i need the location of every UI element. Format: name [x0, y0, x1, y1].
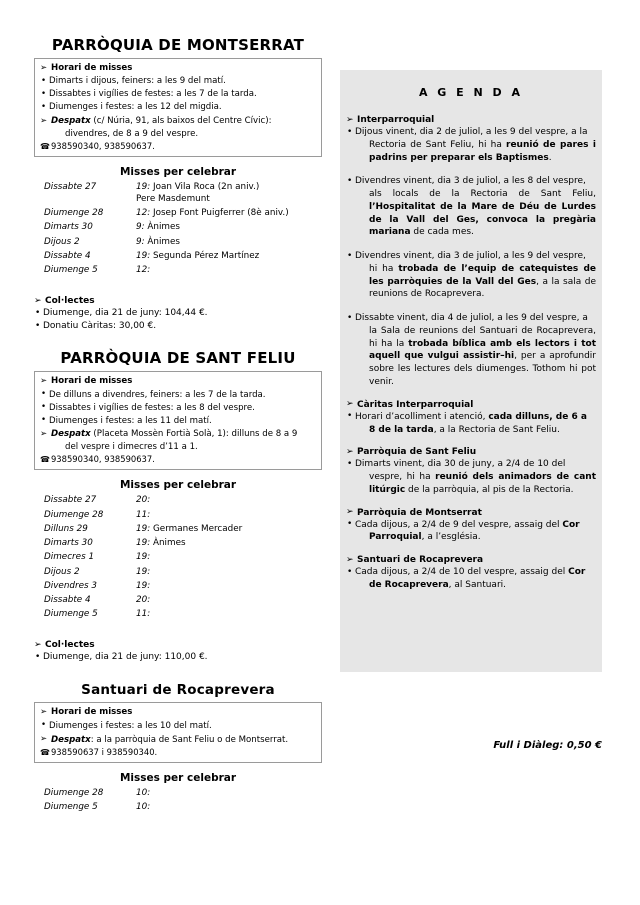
agenda-item-post: .	[548, 152, 552, 163]
agenda-item-first: Horari d’acolliment i atenció,	[355, 411, 489, 422]
bullet-icon: •	[347, 566, 353, 577]
mass-day: Dijous 2	[44, 236, 80, 247]
table-row	[44, 594, 242, 608]
collectes-item-text: Diumenge, dia 21 de juny: 104,44 €.	[43, 308, 208, 319]
mass-day: Dijous 2	[44, 566, 80, 577]
agenda-item	[346, 175, 596, 239]
bullet-icon: •	[41, 389, 47, 400]
schedule-item-text: Diumenges i festes: a les 10 del matí.	[49, 720, 212, 731]
phone-numbers: 938590340, 938590637.	[50, 141, 155, 152]
despatx-label: Despatx	[51, 734, 91, 745]
agenda-item-first: Divendres vinent, dia 3 de juliol, a les 8 del vespre,	[355, 176, 586, 187]
schedule-item	[40, 101, 316, 114]
collectes-heading-label: Col·lectes	[45, 296, 95, 307]
arrow-icon: ➢	[346, 507, 354, 518]
mass-detail	[134, 221, 289, 235]
phone-numbers: 938590340, 938590637.	[50, 454, 155, 465]
table-row	[44, 565, 242, 579]
mass-intention: Ànimes	[147, 222, 180, 233]
bullet-icon: •	[41, 720, 47, 731]
bullet-icon: •	[347, 175, 353, 186]
schedule-heading	[40, 62, 316, 74]
mass-detail	[134, 608, 242, 622]
agenda-item-pre: als locals de la Rectoria de Sant Feliu,	[369, 189, 596, 200]
table-row	[44, 508, 242, 522]
mass-day: Dimarts 30	[44, 222, 93, 233]
schedule-item-text: Dissabtes i vigílies de festes: a les 8 del vespre.	[49, 402, 255, 413]
agenda-item-first: Cada dijous, a 2/4 de 10 del vespre, assaig del	[355, 567, 569, 578]
mass-detail	[134, 207, 289, 221]
despatx-continuation: del vespre i dimecres d’11 a 1.	[65, 441, 198, 452]
mass-time: 9:	[136, 222, 145, 233]
left-column	[34, 36, 322, 815]
phone-numbers: 938590637 i 938590340.	[50, 747, 158, 758]
agenda-group-heading	[346, 400, 596, 410]
bullet-icon: •	[347, 519, 353, 530]
bullet-icon: •	[347, 458, 353, 469]
mass-detail	[134, 494, 242, 508]
agenda-item-post: de la parròquia, al pis de la Rectoria.	[405, 484, 574, 495]
masses-heading: Misses per celebrar	[119, 771, 237, 784]
table-row	[44, 181, 289, 207]
table-row	[44, 264, 289, 278]
mass-time: 19:	[136, 538, 151, 548]
mass-intention: Josep Font Puigferrer (8è aniv.)	[152, 208, 289, 219]
sant-feliu-info-box	[34, 371, 322, 470]
mass-day: Dimarts 30	[44, 538, 93, 548]
page-title-montserrat: PARRÒQUIA DE MONTSERRAT	[51, 36, 305, 54]
agenda-item-bold: l’Hospitalitat de la Mare de Déu de Lurdes de la Vall del Ges, convoca la pregària mariana	[369, 201, 596, 238]
mass-day: Dissabte 27	[44, 181, 97, 192]
footer-price: Full i Diàleg: 0,50 €	[493, 740, 602, 751]
table-row	[44, 608, 242, 622]
collectes-heading	[34, 640, 322, 650]
mass-detail	[134, 537, 242, 551]
despatx-line	[40, 428, 316, 453]
agenda-group-heading-label: Càritas Interparroquial	[357, 399, 474, 410]
agenda-item	[346, 126, 596, 164]
agenda-group-heading	[346, 508, 596, 518]
mass-time: 12:	[136, 265, 151, 276]
mass-day: Diumenge 5	[44, 802, 98, 813]
agenda-item-first-bold: cada dilluns, de 6 a	[488, 411, 587, 422]
bullet-icon: •	[35, 320, 41, 331]
agenda-item-first: Dijous vinent, dia 2 de juliol, a les 9 del vespre, a la	[355, 127, 588, 137]
collectes-item-text: Donatiu Càritas: 30,00 €.	[43, 321, 157, 332]
mass-intention: Joan Vila Roca (2n aniv.)	[152, 181, 260, 192]
agenda-item-body	[355, 139, 596, 165]
page-title-rocaprevera: Santuari de Rocaprevera	[81, 682, 275, 699]
mass-day: Dilluns 29	[44, 523, 88, 534]
mass-detail	[134, 264, 289, 278]
schedule-item	[40, 88, 316, 101]
agenda-item-post: , a la sala de reunions de Rocaprevera.	[369, 276, 597, 300]
schedule-item-text: Diumenges i festes: a les 11 del matí.	[49, 415, 212, 426]
collectes-item	[34, 320, 322, 333]
arrow-icon: ➢	[40, 375, 48, 386]
bullet-icon: •	[35, 651, 41, 662]
agenda-item-post: , al Santuari.	[448, 579, 507, 590]
mass-time: 19:	[136, 552, 151, 563]
collectes-section-montserrat	[34, 296, 322, 333]
agenda-group-heading-label: Parròquia de Montserrat	[357, 507, 482, 518]
mass-intention-extra: Pere Masdemunt	[136, 193, 210, 204]
agenda-group-heading	[346, 115, 596, 125]
agenda-item	[346, 250, 596, 301]
table-row	[44, 494, 242, 508]
mass-detail	[134, 787, 150, 801]
collectes-heading-label: Col·lectes	[45, 640, 95, 651]
agenda-group-heading-label: Santuari de Rocaprevera	[357, 555, 484, 566]
mass-time: 19:	[136, 250, 151, 261]
collectes-item	[34, 651, 322, 664]
mass-day: Dissabte 4	[44, 250, 91, 261]
masses-table-rocaprevera	[44, 787, 150, 816]
schedule-item	[40, 720, 316, 733]
agenda-item-body	[355, 531, 596, 544]
despatx-text: : a la parròquia de Sant Feliu o de Montserrat.	[90, 734, 289, 745]
agenda-group-heading-label: Parròquia de Sant Feliu	[357, 447, 477, 458]
agenda-item-first-bold: Cor	[568, 567, 586, 578]
arrow-icon: ➢	[34, 639, 42, 650]
masses-table-montserrat	[44, 181, 289, 278]
table-row	[44, 221, 289, 235]
collectes-heading	[34, 296, 322, 306]
agenda-item-bold: trobada bíblica amb els lectors i tot aquell que vulgui assistir–hi	[369, 338, 597, 362]
mass-detail	[134, 580, 242, 594]
schedule-heading-label: Horari de misses	[51, 707, 133, 718]
arrow-icon: ➢	[40, 428, 48, 439]
agenda-item-bold: de Rocaprevera	[369, 579, 449, 590]
mass-time: 9:	[136, 236, 145, 247]
mass-day: Divendres 3	[44, 580, 98, 591]
schedule-item	[40, 415, 316, 428]
agenda-item-first: Divendres vinent, dia 3 de juliol, a les 9 del vespre,	[355, 251, 586, 262]
despatx-label: Despatx	[51, 116, 91, 127]
agenda-item	[346, 458, 596, 496]
parish-section-sant-feliu	[34, 349, 322, 664]
phone-icon: ☎	[40, 748, 50, 758]
bullet-icon: •	[347, 126, 353, 137]
agenda-item-post: de cada mes.	[410, 227, 474, 238]
agenda-group-montserrat	[346, 508, 596, 545]
arrow-icon: ➢	[40, 734, 48, 745]
mass-day: Diumenge 28	[44, 788, 104, 799]
mass-time: 19:	[136, 566, 151, 577]
agenda-item-body	[355, 424, 596, 437]
agenda-item-post: , a l’església.	[421, 532, 481, 543]
agenda-group-rocaprevera	[346, 555, 596, 592]
schedule-item	[40, 389, 316, 402]
mass-day: Diumenge 28	[44, 208, 104, 219]
despatx-text: (c/ Núria, 91, als baixos del Centre Cívic):	[90, 116, 272, 127]
despatx-continuation: divendres, de 8 a 9 del vespre.	[65, 128, 199, 139]
agenda-group-sant-feliu	[346, 447, 596, 496]
agenda-item-body	[355, 188, 596, 239]
phone-line	[40, 141, 316, 153]
despatx-line	[40, 115, 316, 140]
agenda-panel	[340, 70, 602, 672]
mass-day: Dissabte 4	[44, 595, 91, 605]
mass-time: 19:	[136, 523, 151, 534]
mass-day: Dimecres 1	[44, 552, 95, 563]
agenda-item-bold: 8 de la tarda	[369, 424, 434, 435]
mass-intention: Ànimes	[147, 236, 180, 247]
arrow-icon: ➢	[40, 115, 48, 126]
table-row	[44, 235, 289, 249]
despatx-label: Despatx	[51, 429, 91, 440]
phone-icon: ☎	[40, 142, 50, 152]
mass-detail	[134, 181, 289, 207]
mass-detail	[134, 565, 242, 579]
mass-time: 12:	[136, 208, 151, 219]
montserrat-info-box	[34, 58, 322, 157]
agenda-group-heading-label: Interparroquial	[357, 115, 435, 125]
mass-time: 20:	[136, 595, 151, 605]
phone-icon: ☎	[40, 455, 50, 465]
agenda-item-body	[355, 471, 596, 497]
agenda-item-bold: Parroquial	[369, 532, 422, 543]
bullet-icon: •	[41, 415, 47, 425]
agenda-item-body	[355, 579, 596, 592]
agenda-item-first-bold: Cor	[562, 519, 580, 530]
schedule-item-text: Diumenges i festes: a les 12 del migdia.	[49, 102, 222, 113]
mass-detail	[134, 250, 289, 264]
agenda-item-bold: reunió dels animadors de cant litúrgic	[369, 472, 597, 495]
agenda-item-pre: la Sala de reunions del Santuari de Rocaprevera, hi ha la	[369, 325, 596, 349]
rocaprevera-info-box	[34, 702, 322, 763]
agenda-title: A G E N D A	[418, 86, 524, 99]
arrow-icon: ➢	[346, 114, 354, 125]
collectes-item-text: Diumenge, dia 21 de juny: 110,00 €.	[43, 652, 208, 663]
mass-detail	[134, 594, 242, 608]
mass-time: 11:	[136, 609, 151, 620]
bullet-icon: •	[41, 75, 47, 86]
masses-heading: Misses per celebrar	[119, 479, 237, 492]
mass-time: 20:	[136, 495, 151, 506]
agenda-item-body	[355, 263, 596, 301]
mass-detail	[134, 508, 242, 522]
table-row	[44, 580, 242, 594]
arrow-icon: ➢	[346, 554, 354, 565]
masses-table-sant-feliu	[44, 494, 242, 622]
agenda-item-bold: trobada de l’equip de catequistes de les parròquies de la Vall del Ges	[369, 263, 596, 287]
schedule-heading-label: Horari de misses	[51, 63, 133, 73]
schedule-item	[40, 402, 316, 415]
bullet-icon: •	[41, 402, 47, 413]
table-row	[44, 537, 242, 551]
arrow-icon: ➢	[346, 399, 354, 410]
agenda-item-post: , per a aprofundir sobre les lectures dels diumenges. Tothom hi pot venir.	[369, 351, 596, 388]
agenda-item-post: , a la Rectoria de Sant Feliu.	[433, 424, 560, 435]
mass-day: Diumenge 5	[44, 609, 98, 620]
agenda-group-heading	[346, 555, 596, 565]
schedule-item-text: Dimarts i dijous, feiners: a les 9 del matí.	[49, 76, 226, 87]
collectes-item	[34, 307, 322, 320]
masses-heading: Misses per celebrar	[119, 165, 237, 178]
schedule-heading	[40, 375, 316, 387]
bullet-icon: •	[41, 88, 47, 99]
arrow-icon: ➢	[40, 62, 48, 73]
bullet-icon: •	[347, 411, 353, 422]
agenda-item-first: Dissabte vinent, dia 4 de juliol, a les 9 del vespre, a	[355, 313, 588, 324]
mass-time: 11:	[136, 509, 151, 520]
agenda-item	[346, 312, 596, 389]
bullet-icon: •	[347, 250, 353, 261]
mass-day: Diumenge 28	[44, 509, 104, 520]
agenda-item	[346, 519, 596, 545]
table-row	[44, 801, 150, 815]
agenda-group-interparroquial	[346, 115, 596, 389]
table-row	[44, 551, 242, 565]
despatx-text: (Placeta Mossèn Fortià Solà, 1): dilluns de 8 a 9	[90, 429, 298, 440]
mass-detail	[134, 523, 242, 537]
page-title-sant-feliu: PARRÒQUIA DE SANT FELIU	[60, 349, 296, 368]
agenda-group-caritas	[346, 400, 596, 437]
schedule-item-text: De dilluns a divendres, feiners: a les 7 de la tarda.	[49, 389, 266, 400]
bullet-icon: •	[347, 312, 353, 323]
agenda-item	[346, 411, 596, 437]
agenda-item-first: Cada dijous, a 2/4 de 9 del vespre, assaig del	[355, 519, 563, 530]
collectes-section-sant-feliu	[34, 640, 322, 664]
agenda-item-pre: Rectoria de Sant Feliu, hi ha	[369, 139, 506, 150]
mass-intention: Germanes Mercader	[152, 523, 243, 534]
mass-intention: Segunda Pérez Martínez	[152, 250, 260, 261]
schedule-item	[40, 75, 316, 88]
agenda-item	[346, 566, 596, 592]
agenda-group-heading	[346, 447, 596, 457]
bullet-icon: •	[35, 307, 41, 318]
parish-section-rocaprevera	[34, 682, 322, 815]
arrow-icon: ➢	[34, 295, 42, 306]
agenda-item-bold: reunió de pares i padrins per preparar els Baptismes	[369, 139, 596, 163]
mass-time: 19:	[136, 580, 151, 591]
phone-line	[40, 454, 316, 466]
despatx-line	[40, 734, 316, 746]
table-row	[44, 207, 289, 221]
arrow-icon: ➢	[346, 446, 354, 457]
bullet-icon: •	[41, 101, 47, 112]
mass-day: Diumenge 5	[44, 265, 98, 276]
arrow-icon: ➢	[40, 706, 48, 717]
mass-detail	[134, 235, 289, 249]
phone-line	[40, 747, 316, 759]
table-row	[44, 250, 289, 264]
mass-intention: Ànimes	[152, 538, 186, 548]
schedule-heading	[40, 706, 316, 718]
mass-detail	[134, 551, 242, 565]
table-row	[44, 787, 150, 801]
mass-time: 10:	[136, 788, 151, 799]
schedule-heading-label: Horari de misses	[51, 376, 133, 387]
parish-section-montserrat	[34, 36, 322, 333]
mass-detail	[134, 801, 150, 815]
agenda-item-pre: hi ha	[369, 263, 399, 274]
agenda-item-body	[355, 325, 596, 389]
mass-time: 10:	[136, 802, 151, 813]
agenda-item-pre: vespre, hi ha	[369, 472, 436, 483]
schedule-item-text: Dissabtes i vigílies de festes: a les 7 de la tarda.	[49, 89, 257, 100]
table-row	[44, 523, 242, 537]
agenda-item-first: Dimarts vinent, dia 30 de juny, a 2/4 de 10 del	[355, 459, 566, 470]
mass-day: Dissabte 27	[44, 495, 97, 506]
mass-time: 19:	[136, 181, 151, 192]
